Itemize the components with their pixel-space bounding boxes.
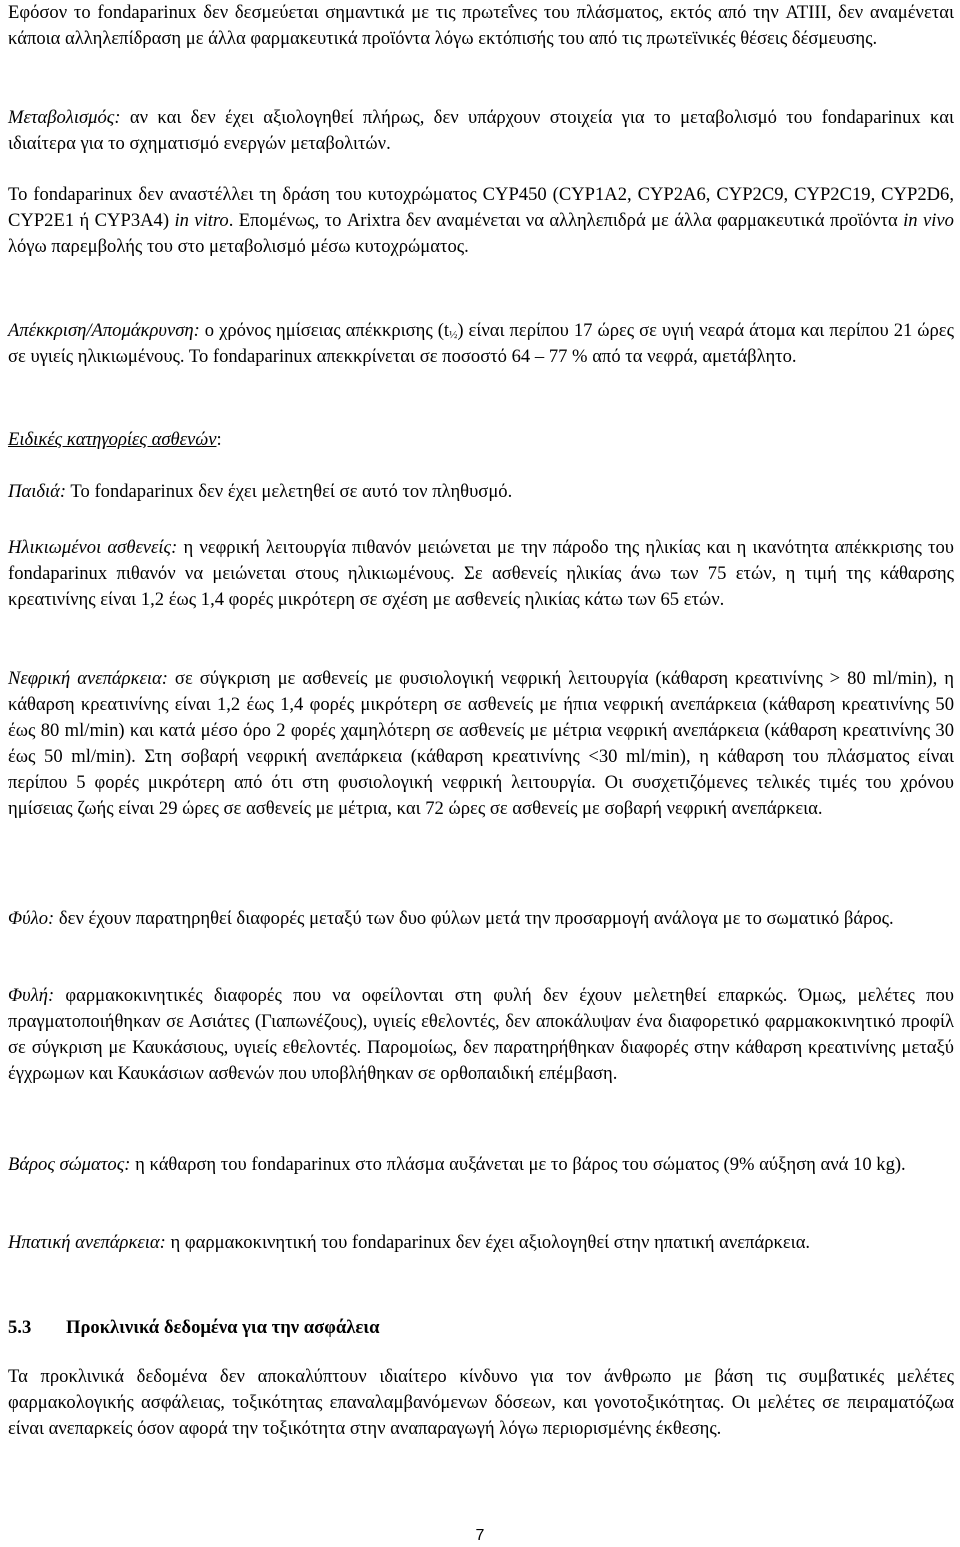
race-label: Φυλή: — [8, 985, 55, 1006]
paragraph-gender: Φύλο: δεν έχουν παρατηρηθεί διαφορές μεταξύ των δυο φύλων μετά την προσαρμογή ανάλογα με το σωματικό βάρος. — [8, 908, 894, 929]
paragraph-protein-binding: Εφόσον το fondaparinux δεν δεσμεύεται σημαντικά με τις πρωτεΐνες του πλάσματος, εκτός από την ATIII, δεν αναμένεται κάποια αλληλεπίδραση με άλλα φαρμακευτικά προϊόντα λόγω εκτόπισής του από τις πρωτεϊνικές θέσεις δέσμευσης. — [8, 2, 954, 49]
in-vitro-term: in vitro — [174, 210, 229, 231]
in-vivo-term: in vivo — [903, 210, 954, 231]
elderly-label: Ηλικιωμένοι ασθενείς: — [8, 537, 178, 558]
paragraph-elimination: Απέκκριση/Απομάκρυνση: ο χρόνος ημίσειας απέκκρισης $(t_{\frac{1}{2}})$ είναι περίπου 17 ώρες σε υγιή νεαρά άτομα και περίπου 21 ώρες σε υγιείς ηλικιωμένους. Το fondaparinux απεκκρίνεται σε ποσοστό 64 – 77 % από τα νεφρά, αμετάβλητο. — [8, 320, 954, 367]
renal-label: Νεφρική ανεπάρκεια: — [8, 668, 168, 689]
metabolism-text: αν και δεν έχει αξιολογηθεί πλήρως, δεν υπάρχουν στοιχεία για το μεταβολισμό του fondaparinux και ιδιαίτερα για το σχηματισμό ενεργών μεταβολιτών. — [8, 107, 954, 154]
paragraph-renal-impairment: Νεφρική ανεπάρκεια: σε σύγκριση με ασθενείς με φυσιολογική νεφρική λειτουργία (κάθαρση κρεατινίνης > 80 ml/min), η κάθαρση κρεατινίνης είναι 1,2 έως 1,4 φορές μικρότερη σε ασθενείς με ήπια νεφρική ανεπάρκεια (κάθαρση κρεατινίνης 50 έως 80 ml/min) και κατά μέσο όρο 2 φορές χαμηλότερη σε ασθενείς με μέτρια νεφρική ανεπάρκεια (κάθαρση κρεατινίνης 30 έως 50 ml/min). Στη σοβαρή νεφρική ανεπάρκεια (κάθαρση κρεατινίνης <30 ml/min), η κάθαρση του πλάσματος είναι περίπου 5 φορές μικρότερη από ότι στη φυσιολογική νεφρική λειτουργία. Οι συσχετιζόμενες τελικές τιμές του χρόνου ημίσειας ζωής είναι 29 ώρες σε ασθενείς με μέτρια, και 72 ώρες σε ασθενείς με σοβαρή νεφρική ανεπάρκεια. — [8, 668, 954, 819]
special-populations-heading: Ειδικές κατηγορίες ασθενών: — [8, 429, 222, 450]
hepatic-label: Ηπατική ανεπάρκεια: — [8, 1232, 166, 1253]
half-subscript: ½ — [449, 329, 458, 341]
metabolism-label: Μεταβολισμός: — [8, 107, 121, 128]
gender-label: Φύλο: — [8, 908, 55, 929]
paragraph-metabolism — [8, 105, 954, 157]
page-number: 7 — [475, 1527, 485, 1544]
paragraph-hepatic-impairment: Ηπατική ανεπάρκεια: η φαρμακοκινητική του fondaparinux δεν έχει αξιολογηθεί στην ηπατική ανεπάρκεια. — [8, 1232, 811, 1253]
section-heading — [8, 1315, 379, 1341]
paragraph-children: Παιδιά: Το fondaparinux δεν έχει μελετηθεί σε αυτό τον πληθυσμό. — [8, 481, 513, 502]
body-weight-label: Βάρος σώματος: — [8, 1154, 131, 1175]
section-title: Προκλινικά δεδομένα για την ασφάλεια — [66, 1317, 380, 1338]
special-populations-title: Ειδικές κατηγορίες ασθενών — [8, 429, 217, 450]
paragraph-preclinical: Τα προκλινικά δεδομένα δεν αποκαλύπτουν ιδιαίτερο κίνδυνο για τον άνθρωπο με βάση τις συμβατικές μελέτες φαρμακολογικής ασφάλειας, τοξικότητας επαναλαμβανόμενων δόσεων, και γονοτοξικότητας. Οι μελέτες σε πειραματόζωα είναι ανεπαρκείς όσον αφορά την τοξικότητα στην αναπαραγωγή λόγω περιορισμένης έκθεσης. — [8, 1366, 954, 1439]
paragraph-race: Φυλή: φαρμακοκινητικές διαφορές που να οφείλονται στη φυλή δεν έχουν μελετηθεί επαρκώς. Όμως, μελέτες που πραγματοποιήθηκαν σε Ασιάτες (Γιαπωνέζους), υγιείς εθελοντές, δεν αποκάλυψαν ένα διαφορετικό φαρμακοκινητικό προφίλ σε σύγκριση με Καυκάσιους, υγιείς εθελοντές. Παρομοίως, δεν παρατηρήθηκαν διαφορές στην κάθαρση κρεατινίνης μεταξύ έγχρωμων και Καυκάσιων ασθενών που υποβλήθηκαν σε ορθοπαιδική επέμβαση. — [8, 985, 954, 1084]
children-label: Παιδιά: — [8, 481, 67, 502]
section-number: 5.3 — [8, 1317, 32, 1338]
paragraph-elderly: Ηλικιωμένοι ασθενείς: η νεφρική λειτουργία πιθανόν μειώνεται με την πάροδο της ηλικίας και η ικανότητα απέκκρισης του fondaparinux πιθανόν να μειώνεται στους ηλικιωμένους. Σε ασθενείς ηλικίας άνω των 75 ετών, η τιμή της κάθαρσης κρεατινίνης είναι 1,2 έως 1,4 φορές μικρότερη σε σχέση με ασθενείς ηλικίας κάτω των 65 ετών. — [8, 537, 955, 610]
paragraph-cyp450: Το fondaparinux δεν αναστέλλει τη δράση του κυτοχρώματος CYP450 (CYP1A2, CYP2A6, CYP2C9, CYP2C19, CYP2D6, CYP2E1 ή CYP3A4) in vitro. Επομένως, το Arixtra δεν αναμένεται να αλληλεπιδρά με άλλα φαρμακευτικά προϊόντα in vivo λόγω παρεμβολής του στο μεταβολισμό μέσω κυτοχρώματος. — [8, 184, 954, 257]
elimination-label: Απέκκριση/Απομάκρυνση: — [8, 320, 200, 341]
paragraph-body-weight: Βάρος σώματος: η κάθαρση του fondaparinux στο πλάσμα αυξάνεται με το βάρος του σώματος (9% αύξηση ανά 10 kg). — [8, 1154, 906, 1175]
